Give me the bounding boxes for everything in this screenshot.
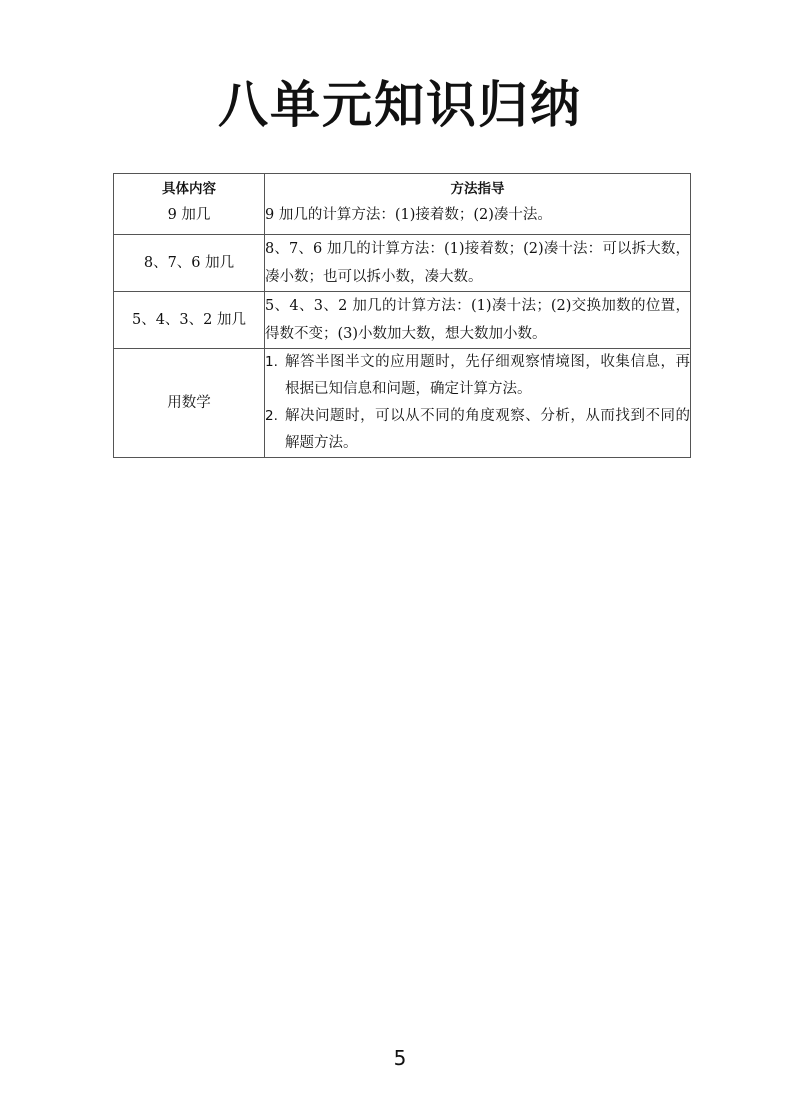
steps-list (265, 349, 690, 457)
table-row (114, 235, 691, 292)
row-topic: 8、7、6 加几 (114, 235, 265, 292)
row-method: 5、4、3、2 加几的计算方法：(1)凑十法；(2)交换加数的位置，得数不变；(3)小数加大数，想大数加小数。 (265, 292, 691, 349)
step-number: 1. (265, 354, 278, 370)
row-method-steps (265, 349, 691, 458)
step-text: 解答半图半文的应用题时，先仔细观察情境图，收集信息，再根据已知信息和问题，确定计算方法。 (285, 354, 690, 397)
step-number: 2. (265, 408, 278, 424)
row-topic: 5、4、3、2 加几 (114, 292, 265, 349)
step-text: 解决问题时，可以从不同的角度观察、分析，从而找到不同的解题方法。 (285, 408, 690, 451)
column-header-topic: 具体内容 (114, 174, 265, 201)
row-topic: 用数学 (114, 349, 265, 458)
list-item (265, 403, 690, 457)
row-method: 9 加几的计算方法：(1)接着数；(2)凑十法。 (265, 200, 691, 235)
table-row (114, 200, 691, 235)
table-row (114, 292, 691, 349)
column-header-method: 方法指导 (265, 174, 691, 201)
page-number: 5 (393, 1046, 407, 1070)
knowledge-summary-table (113, 173, 691, 458)
row-topic: 9 加几 (114, 200, 265, 235)
table-header-row (114, 174, 691, 201)
list-item (265, 349, 690, 403)
page-title: 八单元知识归纳 (218, 75, 582, 134)
table-row (114, 349, 691, 458)
row-method: 8、7、6 加几的计算方法：(1)接着数；(2)凑十法：可以拆大数，凑小数；也可以拆小数，凑大数。 (265, 235, 691, 292)
